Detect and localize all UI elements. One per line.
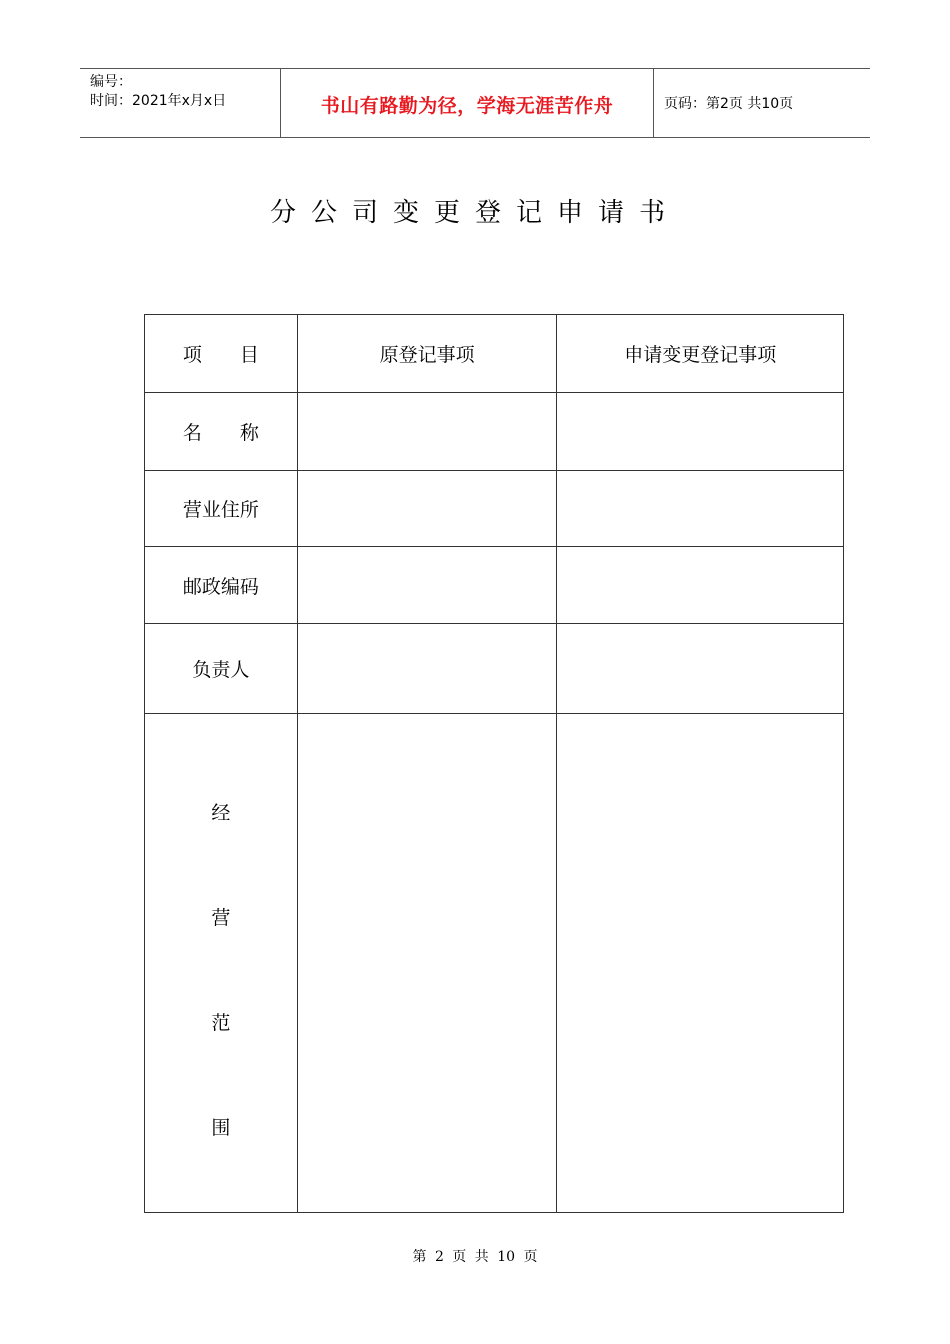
document-number-label: 编号： [90,74,132,90]
change-registration-table [144,314,844,1213]
table-row-name [145,393,844,471]
changed-name-cell[interactable] [557,393,844,471]
original-name-cell[interactable] [297,393,557,471]
header-meta [80,69,281,137]
changed-address-cell[interactable] [557,471,844,547]
table-row-manager [145,624,844,714]
row-label-name: 名 称 [145,393,298,471]
column-header-original: 原登记事项 [297,315,557,393]
column-header-change: 申请变更登记事项 [557,315,844,393]
changed-postcode-cell[interactable] [557,547,844,624]
row-label-address: 营业住所 [145,471,298,547]
row-label-scope [145,714,298,1213]
original-scope-cell[interactable] [297,714,557,1213]
row-label-manager: 负责人 [145,624,298,714]
header-page-info: 页码：第2页 共10页 [664,96,794,112]
scope-char-2: 营 [211,907,231,929]
table-row-scope [145,714,844,1213]
scope-char-3: 范 [211,1012,231,1034]
scope-char-4: 围 [211,1117,231,1139]
table-header-row [145,315,844,393]
row-label-postcode: 邮政编码 [145,547,298,624]
original-postcode-cell[interactable] [297,547,557,624]
page-footer: 第 2 页 共 10 页 [412,1249,538,1265]
column-header-item: 项 目 [145,315,298,393]
scope-char-1: 经 [211,802,231,824]
original-manager-cell[interactable] [297,624,557,714]
header-motto: 书山有路勤为径，学海无涯苦作舟 [281,69,654,137]
document-date: 时间：2021年x月x日 [90,93,227,109]
page-header [80,68,870,138]
table-row-postcode [145,547,844,624]
document-title: 分公司变更登记申请书 [269,198,680,228]
changed-manager-cell[interactable] [557,624,844,714]
original-address-cell[interactable] [297,471,557,547]
changed-scope-cell[interactable] [557,714,844,1213]
table-row-address [145,471,844,547]
